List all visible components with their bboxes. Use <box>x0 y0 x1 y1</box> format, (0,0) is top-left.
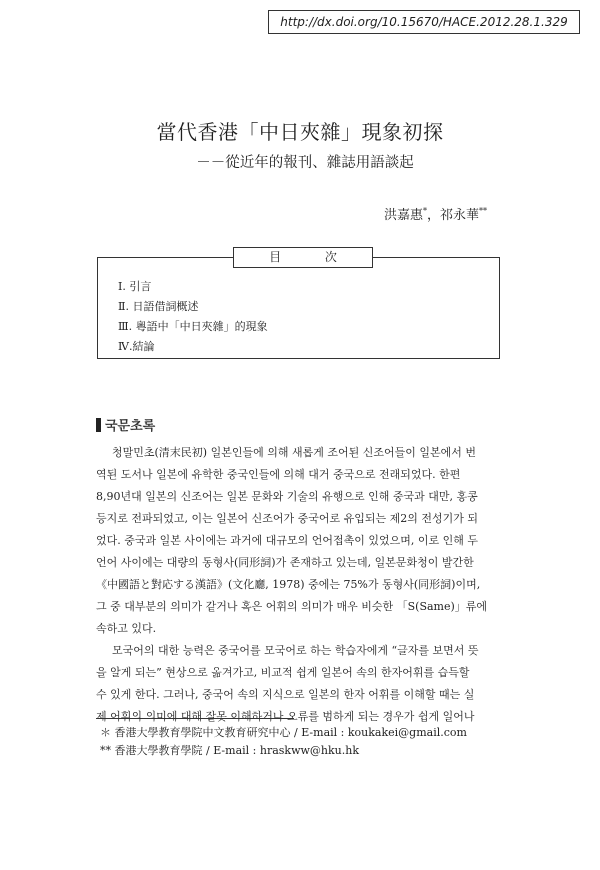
abstract-line: 청말민초(清末民初) 일본인들에 의해 새롭게 조어된 신조어들이 일본에서 번 <box>112 446 476 459</box>
footnote: ＊ 香港大學教育學院中文教育研究中心 / E-mail : koukakei@gmail.com <box>100 726 467 739</box>
toc-item: Ⅳ.結論 <box>118 340 155 353</box>
paper-title: 當代香港「中日夾雜」現象初探 <box>156 120 444 144</box>
footnote: ** 香港大學教育學院 / E-mail : hraskww@hku.hk <box>100 744 359 757</box>
toc-item: Ⅲ. 粵語中「中日夾雜」的現象 <box>118 320 268 333</box>
footnote-divider <box>96 718 294 719</box>
author-name: 祁永華 <box>439 208 479 223</box>
abstract-line: 제 어휘의 의미에 대해 잘못 이해하거나 오류를 범하게 되는 경우가 쉽게 일어나 <box>96 710 475 723</box>
author-name: 洪嘉惠 <box>383 208 423 223</box>
abstract-line: 모국어의 대한 능력은 중국어를 모국어로 하는 학습자에게 “글자를 보면서 뜻 <box>112 644 479 657</box>
toc-item: Ⅰ. 引言 <box>118 280 152 293</box>
abstract-line: 역된 도서나 일본에 유학한 중국인들에 의해 대거 중국으로 전래되었다. 한편 <box>96 468 461 481</box>
heading-marker <box>96 418 101 432</box>
toc-item: Ⅱ. 日語借詞概述 <box>118 300 199 313</box>
author-line <box>330 204 487 223</box>
author-separator: ， <box>426 208 440 223</box>
abstract-line: 8,90년대 일본의 신조어는 일본 문화와 기술의 유행으로 인해 중국과 대만, 홍콩 <box>96 490 478 503</box>
author-footnote-mark: ** <box>479 206 487 216</box>
abstract-line: 속하고 있다. <box>96 622 157 635</box>
abstract-line: 등지로 전파되었고, 이는 일본어 신조어가 중국어로 유입되는 제2의 전성기가 되 <box>96 512 478 525</box>
abstract-heading-text: 국문초록 <box>105 419 156 434</box>
abstract-line: 그 중 대부분의 의미가 같거나 혹은 어휘의 의미가 매우 비슷한 「S(Same)」류에 <box>96 600 488 613</box>
abstract-line: 언어 사이에는 대량의 동형사(同形詞)가 존재하고 있는데, 일본문화청이 발간한 <box>96 556 474 569</box>
abstract-line: 수 있게 한다. 그러나, 중국어 속의 지식으로 일본의 한자 어휘를 이해할 때는 실 <box>96 688 475 701</box>
author-footnote-mark: * <box>422 206 427 216</box>
doi-link[interactable]: http://dx.doi.org/10.15670/HACE.2012.28.1.329 <box>268 10 580 34</box>
abstract-line: 을 알게 되는” 현상으로 옮겨가고, 비교적 쉽게 일본어 속의 한자어휘를 습득할 <box>96 666 470 679</box>
paper-subtitle: －－從近年的報刊、雜誌用語談起 <box>196 155 414 171</box>
abstract-line: 《中國語と對応する漢語》(文化廳, 1978) 중에는 75%가 동형사(同形詞)이며, <box>96 578 481 591</box>
toc-title: 目 次 <box>233 247 373 268</box>
abstract-line: 었다. 중국과 일본 사이에는 과거에 대규모의 언어접촉이 있었으며, 이로 인해 두 <box>96 534 478 547</box>
abstract-heading <box>96 415 155 434</box>
